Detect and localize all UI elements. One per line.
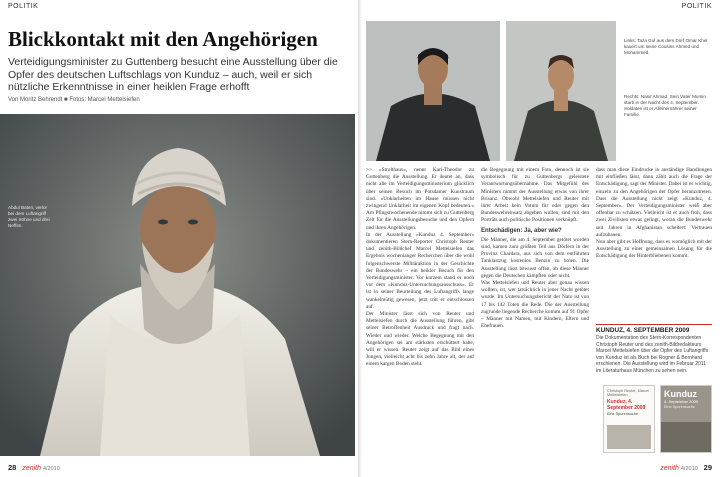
page-gutter [358, 0, 362, 477]
infobox-heading: KUNDUZ, 4. SEPTEMBER 2009 [596, 327, 690, 334]
portrait-photo-top-1 [366, 21, 500, 161]
page-number-left: 28 [8, 463, 17, 472]
top-photo-caption-2: Rechts: Nasir Ahmad. Sein Vater Mumin starb in der Nacht des 4. September. Soldaten ist er Alleinernährer seiner Familie. [624, 94, 706, 117]
article-title: Blickkontakt mit den Angehörigen [8, 27, 318, 51]
body-paragraph: Die Männer, die am 4. September getötet worden sind, kamen zum größten Teil aus Dörfern in der Provinz Chardara, aus sich von dem entführten Tanklastzug kostenlos Benzin zu holen. Die Ausstellung lässt bewusst offen, ob diese Männer gegen die Deutschen kämpften oder nicht. [481, 236, 589, 279]
portrait-illustration-2 [506, 21, 616, 161]
infobox [596, 324, 712, 375]
portrait-photo-top-2 [506, 21, 616, 161]
article-title-block [8, 28, 348, 51]
body-column-1 [366, 167, 474, 457]
portrait-photo-large [0, 114, 355, 456]
brand-right: zenith [660, 465, 679, 472]
folio-left [8, 463, 60, 472]
body-paragraph: Was Mettelsiefen und Reuter aber genau wissen wollten, ist, wer tatsächlich in jener Nacht getötet wurde. Im Untersuchungsbericht der Nato ist von 17 bis 142 Toten die Rede. Die der Ausstellung zugrunde liegende Recherche kommt auf 91 Opfer – Männer mit Namen, mit Kindern, Eltern und Ehefrauen. [481, 280, 589, 330]
book1-title: Kunduz, 4. September 2009 [607, 399, 646, 411]
issue-right: 4/2010 [680, 466, 698, 472]
body-column-3 [596, 167, 712, 319]
portrait-illustration-1 [366, 21, 500, 161]
book-cover-2 [660, 385, 712, 453]
page-number-right: 29 [703, 463, 712, 472]
top-photo-caption-1: Links: Taza Gul aus dem Dorf Omar Khel kauert um seine Cousins Ahmed und Mohammed. [624, 38, 708, 55]
issue-left: 4/2010 [42, 466, 60, 472]
folio-right [660, 463, 712, 472]
brand-left: zenith [22, 465, 41, 472]
portrait-illustration-large [0, 114, 355, 456]
book1-authors: Christoph Reuter, Marcel Mettelsiefen [607, 389, 649, 397]
body-paragraph: dass man diese Eindrucke in anständige Handlungen mit einfließen lässt, dann zählt auch die Frage der Entschädigung, sagt der Minister. Dabei ist es wichtig, einzeln zu den Angehörigen der Opfer heranzutreten. Dass die Ausstellung nicht zeigt »Kunduz, 4. September«. Der Verteidigungsminister weiß aber offenbar zu schätzen. Vielleicht ist er auch froh, dass zwei Zivilisten etwas gelingt, woran die Bundeswehr seit Jahren in Afghanistan scheitert: Vertrauen aufzubauen. [596, 167, 712, 238]
body-paragraph: Der Minister lässt sich von Reuter und Mettelsiefen durch die Ausstellung führen, gibt seiner Betroffenheit Ausdruck und fragt nach. Wieder und wieder. Welche Begegnung mit den Angehörigen sei am stärksten erschüttert habe, will er wissen. Reuter zeigt auf das Bild eines Jungen, vielleicht acht bis zehn Jahre alt, der auf einem kargen Boden steht. [366, 311, 474, 368]
book2-subtitle: Eine Spurensuche [664, 405, 696, 409]
body-column-2 [481, 167, 589, 457]
body-paragraph: Nun aber gibt es Hoffnung, dass es womöglich mit der Ausstellung zu einer gemeinsamen Lösung für die Entschädigung der Hinterbliebenen kommt. [596, 239, 712, 260]
book2-title: Kunduz [664, 389, 697, 399]
book2-date: 4. September 2009 [664, 399, 699, 404]
book1-subtitle: Eine Spurensuche [607, 412, 639, 416]
large-photo-caption: Abdul Baten, verlor bei dem Luftangriff zwei Söhne und drei Neffen. [8, 205, 50, 228]
section-label-right: POLITIK [681, 3, 712, 10]
article-deck: Verteidigungsminister zu Guttenberg besucht eine Ausstellung über die Opfer des deutschen Luftschlags von Kunduz – auch, weil er sich nützliche Erkenntnisse in einer heiklen Frage erhofft [8, 56, 338, 93]
book-cover-1 [603, 385, 655, 453]
body-paragraph: In der Ausstellung »Kunduz 4. September« dokumentieren Stern-Reporter Christoph Reuter und zenith-Bildchef Marcel Mettelsiefen das Ergebnis wochenlanger Recherchen über die wohl folgenschwerste Militäraktion in der Geschichte der Bundeswehr – ein heikler Besuch für den Verteidigungsminister. Vor kurzem stand er noch vor dem »Kunduz-Untersuchungsausschuss«. Er ist in seiner Beurteilung des Luftangriffs lange wankelmütig gewesen, jetzt tritt er entschlossen auf. [366, 231, 474, 310]
article-byline: Von Moritz Behrendt ■ Fotos: Marcel Mettelsiefen [8, 97, 140, 103]
section-label-left: POLITIK [8, 3, 39, 10]
section-subhead: Entschädigen: Ja, aber wie? [481, 227, 562, 234]
infobox-text: Die Dokumentation des Stern-Korrespondenten Christoph Reuter und des zenith-Bildredakteurs Marcel Mettelsiefen über die Opfer des Luftangriffs von Kunduz ist als Buch bei Rogner & Bernhard erschienen. Die Ausstellung wird im Februar 2011 im Literaturhaus München zu sehen sein. [596, 335, 709, 374]
book2-cover-image [661, 422, 711, 452]
body-paragraph: die Begegnung mit einem Foto, dennoch ist sie symbolisch für zu Guttenbergs geleistete Verantwortungsübernahme. Das Mitgefühl des Ministers nimmt der Ausstellung etwas von ihrer Brisanz. Obwohl Mettelsiefen und Reuter mit ihrer Arbeit kein Votum für oder gegen den Bundeswehreinsatz abgeben wollen, sind mit den Porträts auch politische Positionen verknüpft. [481, 167, 589, 224]
book1-cover-image [607, 425, 651, 449]
body-paragraph: >> »Strolthaus«, nennt Karl-Theodor zu Guttenberg die Ausstellung. Er deutet an, dass nicht alle im Verteidigungsministerium glücklich über seinen Besuch im Potsdamer Kunstraum sind. »Unklarheiten im Hause müssen nicht zwingend Unklarheit im eigenen Kopf bedeuten.« Am Pfingstwochenende nimmt sich zu Guttenberg Zeit für die Ausstellungsbesuche und den Opfern und ihren Angehörigen. [366, 167, 474, 231]
